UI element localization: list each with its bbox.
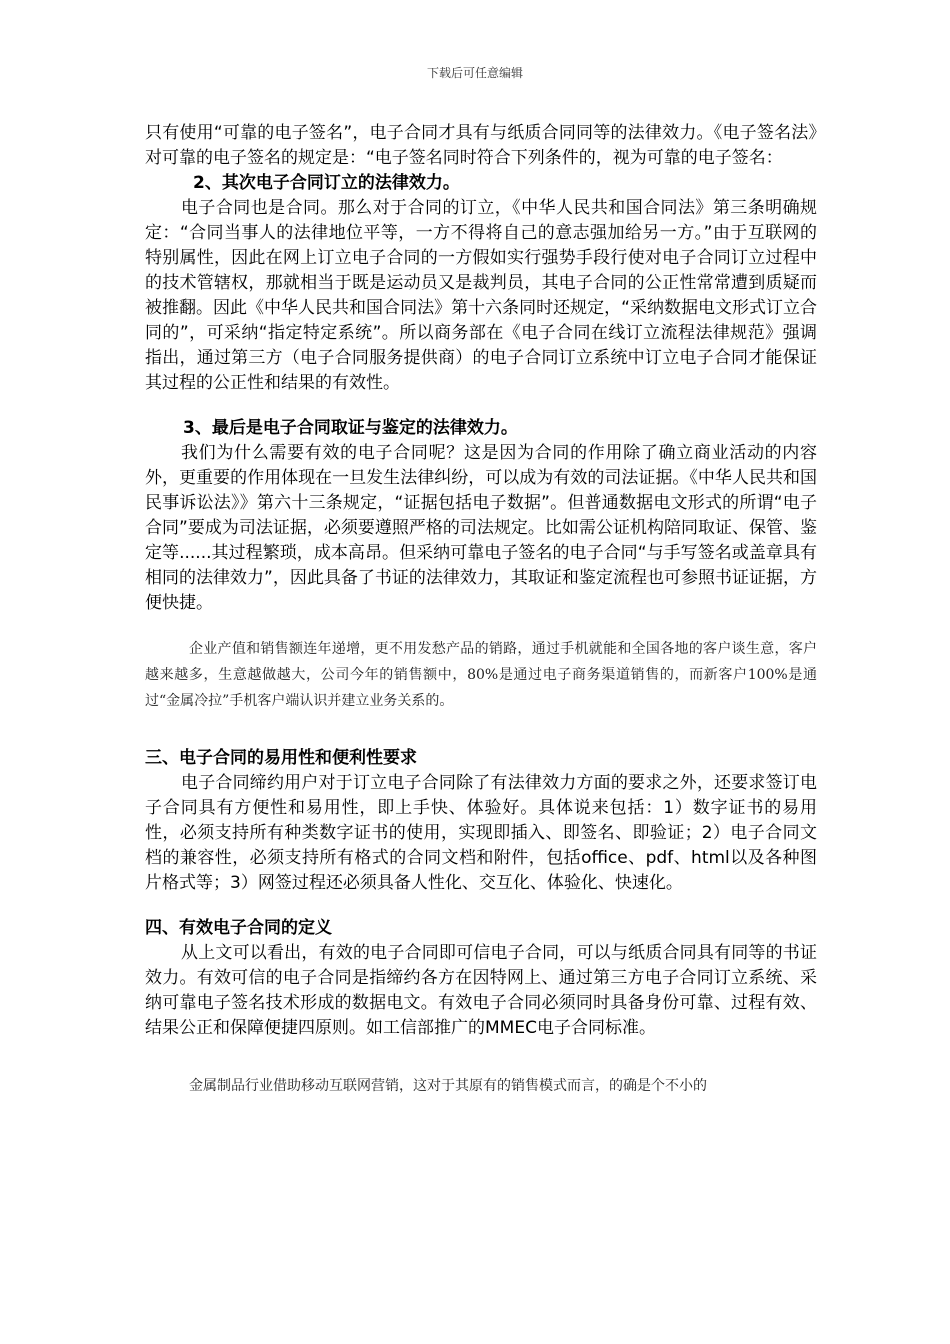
section-title-definition: 四、有效电子合同的定义 bbox=[145, 918, 332, 938]
spacer bbox=[145, 1041, 817, 1073]
evidence-paragraph: 我们为什么需要有效的电子合同呢？这是因为合同的作用除了确立商业活动的内容外，更重要的作用体现在一旦发生法律纠纷，可以成为有效的司法证据。《中华人民共和国民事诉讼法》》第六十三条规定，“证据包括电子数据”。但普通数据电文形式的所谓“电子合同”要成为司法证据，必须要遵照严格的司法规定。比如需公证机构陪同取证、保管、鉴定等......其过程繁琐，成本高昂。但采纳可靠电子签名的电子合同“与手写签名或盖章具有相同的法律效力”，因此具备了书证的法律效力，其取证和鉴定流程也可参照书证证据，方便快捷。 bbox=[145, 443, 817, 613]
intro-paragraph: 只有使用“可靠的电子签名”，电子合同才具有与纸质合同同等的法律效力。《电子签名法》对可靠的电子签名的规定是：“电子签名同时符合下列条件的，视为可靠的电子签名： bbox=[145, 123, 817, 168]
spacer bbox=[145, 714, 817, 746]
subheading-evidence: 3、最后是电子合同取证与鉴定的法律效力。 bbox=[183, 418, 518, 438]
spacer bbox=[145, 396, 817, 416]
usability-paragraph: 电子合同缔约用户对于订立电子合同除了有法律效力方面的要求之外，还要求签订电子合同具有方便性和易用性，即上手快、体验好。具体说来包括：1）数字证书的易用性，必须支持所有种类数字证书的使用，实现即插入、即签名、即验证；2）电子合同文档的兼容性，必须支持所有格式的合同文档和附件，包括office、pdf、html以及各种图片格式等；3）网签过程还必须具备人性化、交互化、体验化、快速化。 bbox=[145, 773, 817, 893]
page-header: 下载后可任意编辑 bbox=[426, 66, 523, 80]
contract-formation-paragraph: 电子合同也是合同。那么对于合同的订立，《中华人民共和国合同法》第三条明确规定：“合同当事人的法律地位平等，一方不得将自己的意志强加给另一方。”由于互联网的特别属性，因此在网上订立电子合同的一方假如实行强势手段行使对电子合同订立过程中的技术管辖权，那就相当于既是运动员又是裁判员，其电子合同的公正性常常遭到质疑而被推翻。因此《中华人民共和国合同法》第十六条同时还规定，“采纳数据电文形式订立合同的”，可采纳“指定特定系统”。所以商务部在《电子合同在线订立流程法律规范》强调指出，通过第三方（电子合同服务提供商）的电子合同订立系统中订立电子合同才能保证其过程的公正性和结果的有效性。 bbox=[145, 198, 817, 393]
inserted-business-paragraph: 企业产值和销售额连年递增，更不用发愁产品的销路，通过手机就能和全国各地的客户谈生意，客户越来越多，生意越做越大，公司今年的销售额中，80%是通过电子商务渠道销售的，而新客户100%是通过“金属冷拉”手机客户端认识并建立业务关系的。 bbox=[145, 641, 817, 709]
section-title-usability: 三、电子合同的易用性和便利性要求 bbox=[145, 748, 417, 768]
definition-paragraph: 从上文可以看出，有效的电子合同即可信电子合同，可以与纸质合同具有同等的书证效力。有效可信的电子合同是指缔约各方在因特网上、通过第三方电子合同订立系统、采纳可靠电子签名技术形成的数据电文。有效电子合同必须同时具备身份可靠、过程有效、结果公正和保障便捷四原则。如工信部推广的MMEC电子合同标准。 bbox=[145, 943, 817, 1038]
spacer bbox=[145, 896, 817, 916]
document-body bbox=[145, 121, 817, 1099]
subheading-contract-formation: 2、其次电子合同订立的法律效力。 bbox=[193, 173, 460, 193]
inserted-industry-paragraph: 金属制品行业借助移动互联网营销，这对于其原有的销售模式而言，的确是个不小的 bbox=[189, 1078, 707, 1094]
spacer bbox=[145, 616, 817, 636]
